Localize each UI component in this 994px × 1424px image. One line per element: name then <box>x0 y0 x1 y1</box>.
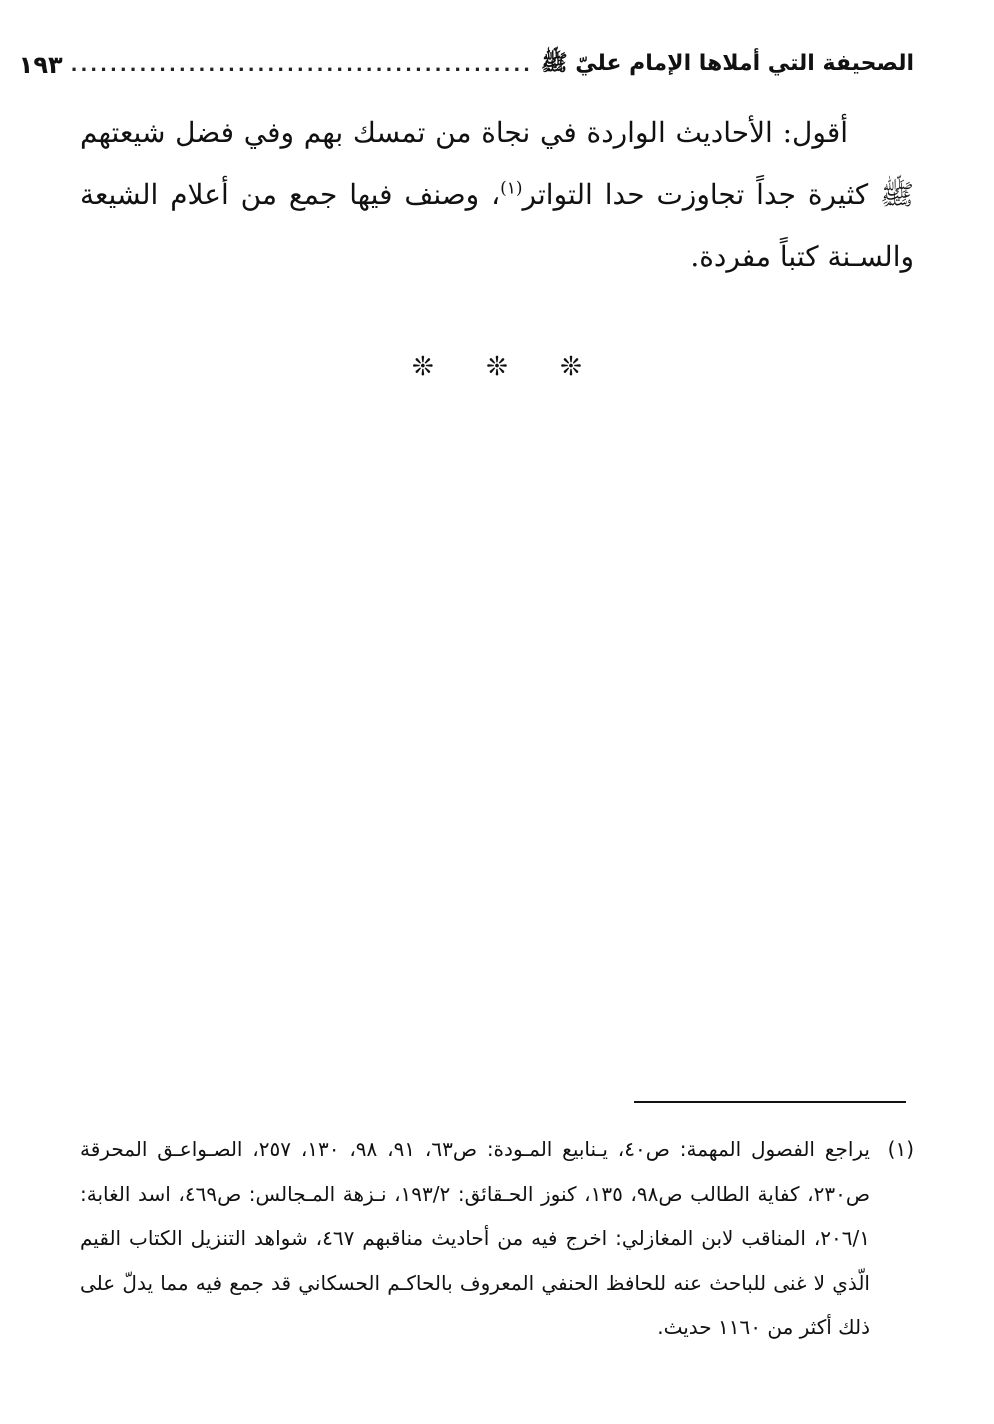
footnote <box>80 1127 914 1350</box>
running-title: الصحيفة التي أملاها الإمام عليّ ﷺ <box>541 51 914 76</box>
section-separator <box>0 352 994 382</box>
footnote-text: يراجع الفصول المهمة: ص٤٠، يـنابيع المـودة: ص٦٣، ٩١، ٩٨، ١٣٠، ٢٥٧، الصـواعـق المحرقة ص٢٣٠، كفاية الطالب ص٩٨، ١٣٥، كنوز الحـقائق: ١٩٣/٢، نـزهة المـجالس: ص٤٦٩، اسد الغابة: ٢٠٦/١، المناقب لابن المغازلي: اخرج فيه من أحاديث مناقبهم ٤٦٧، شواهد التنزيل الكتاب القيم الّذي لا غنى للباحث عنه للحافظ الحنفي المعروف بالحاكـم الحسكاني قد جمع فيه مما يدلّ على ذلك أكثر من ١١٦٠ حديث. <box>80 1137 871 1339</box>
body-paragraph <box>80 102 914 288</box>
leader-dots: ............................................... <box>70 54 534 76</box>
footnote-reference[interactable]: (١) <box>500 178 523 199</box>
asterisk-ornament-icon: ❊ <box>560 352 582 382</box>
footnote-divider <box>634 1101 906 1103</box>
paragraph-text-end: ، وصنف فيها جمع من أعلام الشيعة والسـنة كتباً مفردة. <box>80 178 914 273</box>
page-number: ١٩٣ <box>18 51 63 79</box>
footnotes <box>80 1127 914 1350</box>
main-text <box>80 102 914 288</box>
asterisk-ornament-icon: ❊ <box>486 352 508 382</box>
asterisk-ornament-icon: ❊ <box>412 352 434 382</box>
footnote-marker: (١) <box>887 1137 914 1161</box>
paragraph-text-start: أقول: الأحاديث الواردة في نجاة من تمسك بهم وفي فضل شيعتهم ﷺ كثيرة جداً تجاوزت حدا التواتر <box>80 116 914 211</box>
running-header <box>18 40 914 90</box>
